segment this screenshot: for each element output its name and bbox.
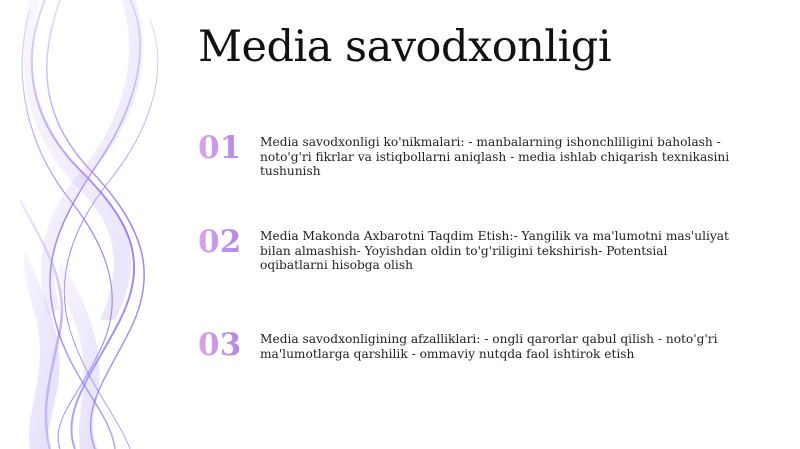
item-text: Media Makonda Axbarotni Taqdim Etish:- Yangilik va ma'lumotni mas'uliyat bilan almashish- Yoyishdan oldin to'g'riligini tekshirish- Potentsial oqibatlarni hisobga olish bbox=[260, 229, 729, 272]
purple-smoke-decoration bbox=[0, 0, 200, 449]
item-number: 03 bbox=[198, 327, 242, 363]
item-number: 02 bbox=[198, 224, 242, 260]
slide-title: Media savodxonligi bbox=[198, 22, 612, 72]
item-text: Media savodxonligi ko'nikmalari: - manbalarning ishonchliligini baholash - noto'g'ri fikrlar va istiqbollarni aniqlash - media ishlab chiqarish texnikasini tushunish bbox=[260, 135, 730, 178]
item-text: Media savodxonligining afzalliklari: - ongli qarorlar qabul qilish - noto'g'ri ma'lumotlarga qarshilik - ommaviy nutqda faol ishtirok etish bbox=[260, 332, 718, 361]
item-number: 01 bbox=[198, 130, 242, 166]
